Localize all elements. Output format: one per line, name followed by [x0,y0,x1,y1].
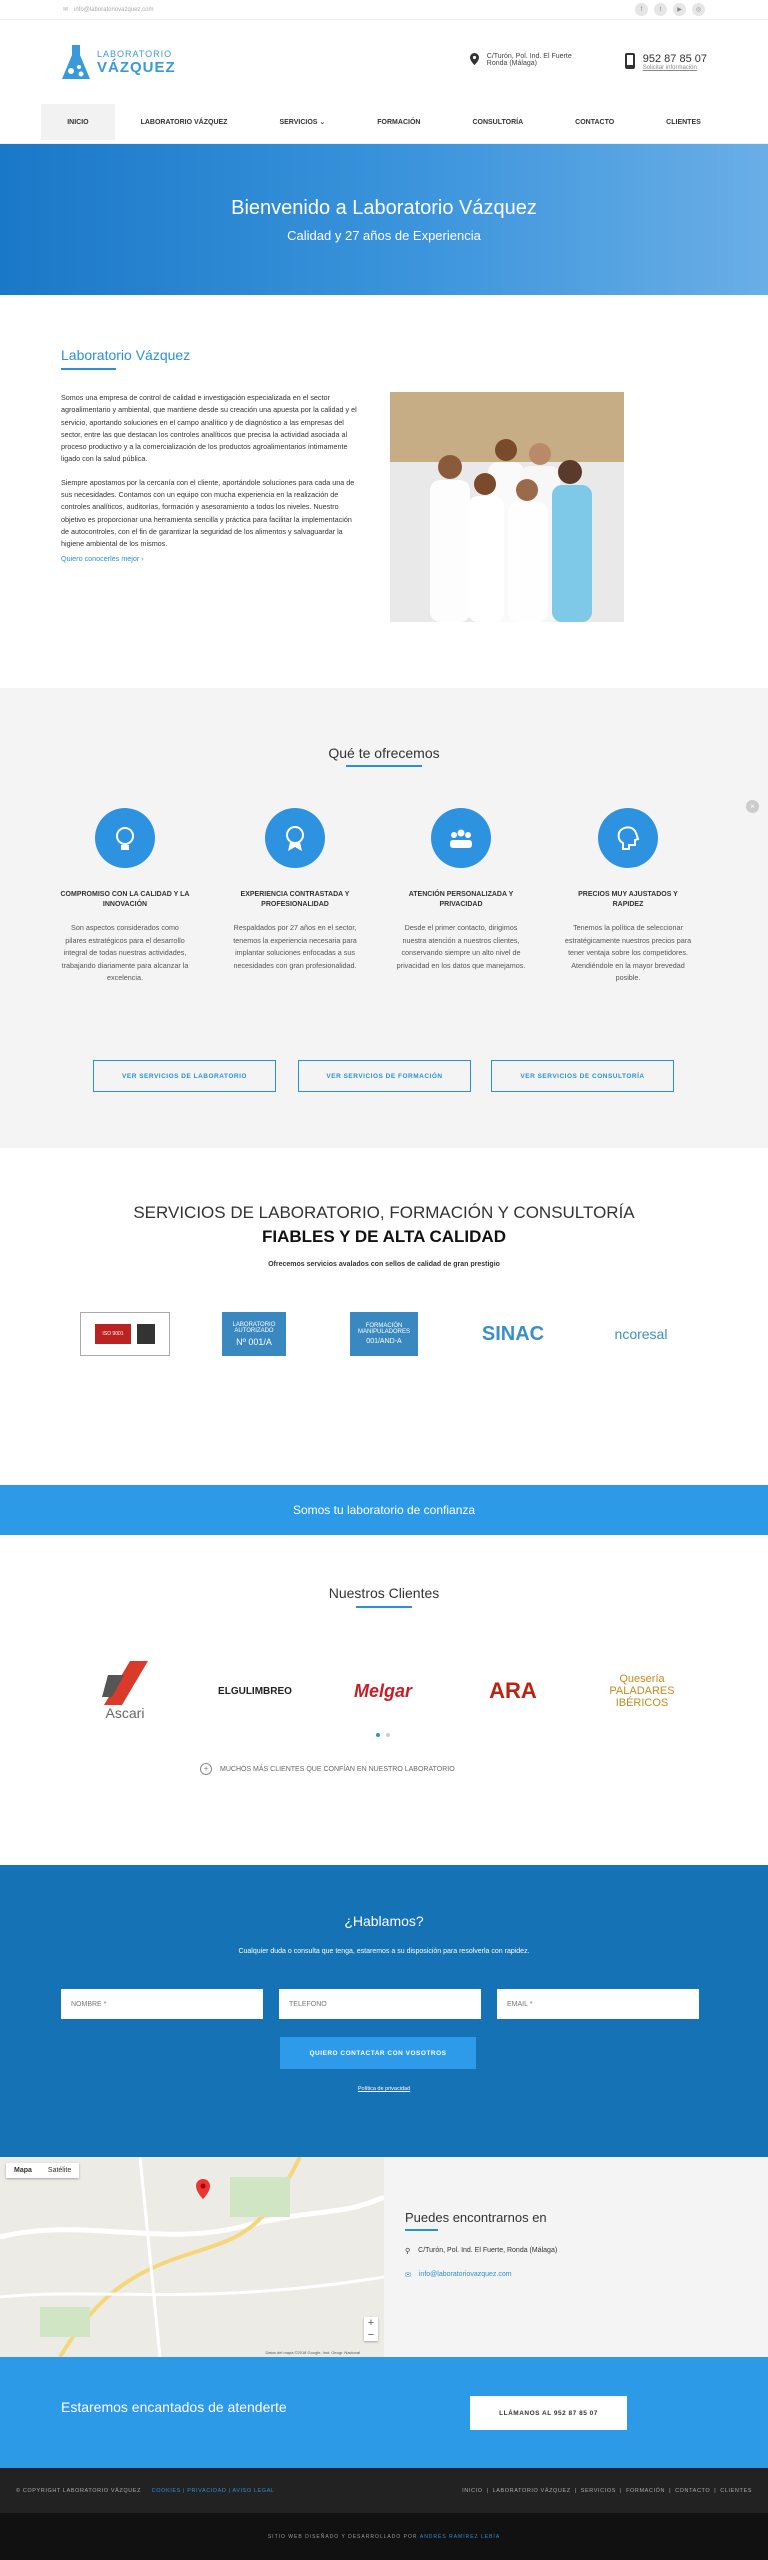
cert-training-title: FORMACIÓN MANIPULADORES [357,1323,410,1335]
consulting-services-button[interactable]: VER SERVICIOS DE CONSULTORÍA [491,1060,674,1092]
phone-input[interactable] [279,1989,481,2019]
contact-section [0,1865,768,2157]
instagram-icon[interactable]: ◎ [692,3,705,16]
training-services-button[interactable]: VER SERVICIOS DE FORMACIÓN [298,1060,471,1092]
lab-services-button[interactable]: VER SERVICIOS DE LABORATORIO [93,1060,276,1092]
client-logo-elgulimbreo[interactable]: ELGULIMBREO [218,1685,292,1697]
feature-prices [563,808,693,985]
youtube-icon[interactable]: ▶ [673,3,686,16]
carousel-dot[interactable] [376,1733,380,1737]
flask-logo-icon [61,43,91,81]
hero-subtitle: Calidad y 27 años de Experiencia [287,227,481,243]
services-text: Ofrecemos servicios avalados con sellos de calidad de gran prestigio [268,1261,500,1268]
feature-text: Son aspectos considerados como pilares estratégicos para el desarrollo integral de todas nuestras actividades, trabajando diariamente para alcanzar la excelencia. [61,923,189,982]
contact-text: Cualquier duda o consulta que tenga, estaremos a su disposición para resolverla con rapidez. [238,1948,530,1955]
google-map[interactable] [0,2157,384,2357]
footer-link-laboratorio[interactable]: LABORATORIO VÁZQUEZ [492,2487,571,2494]
credits-text: SITIO WEB DISEÑADO Y DESARROLLADO POR [267,2533,418,2540]
client-logo-ara[interactable]: ARA [489,1678,537,1703]
feature-text: Tenemos la política de seleccionar estratégicamente nuestros precios para tener ventaja sobre los competidores. Atendiéndole en la mayor brevedad posible. [564,923,692,982]
cta-text: Estaremos encantados de atenderte [61,2399,287,2415]
nav-servicios-label: SERVICIOS [279,118,318,126]
topbar [0,0,768,20]
phone-icon [625,53,635,69]
contact-submit-button[interactable]: QUIERO CONTACTAR CON VOSOTROS [280,2037,476,2069]
title-underline [61,368,116,370]
nav-formacion[interactable]: FORMACIÓN [377,118,421,126]
lightbulb-icon [95,808,155,868]
about-more-link[interactable]: Quiero conocerles mejor › [61,553,144,563]
title-underline [356,1606,412,1608]
credits-bar [0,2513,768,2560]
copyright: © COPYRIGHT LABORATORIO VÁZQUEZ [16,2487,142,2494]
cert-lab-number: Nº 001/A [236,1336,272,1347]
cert-iso-label: ISO 9001 [95,1324,131,1344]
cta-banner [0,2357,768,2468]
title-underline [405,2229,438,2231]
about-title: Laboratorio Vázquez [61,347,191,363]
find-us-email-text: info@laboratoriovazquez.com [418,2271,512,2278]
ascari-name: Ascari [105,1705,145,1721]
sinac-logo: SINAC [481,1322,545,1345]
topbar-email-text: info@laboratoriovazquez.com [74,6,154,13]
cert-training-number: 001/AND-A [366,1338,402,1345]
close-icon[interactable]: × [746,800,759,813]
address-line2: Ronda (Málaga) [486,60,537,67]
map-tab-map[interactable]: Mapa [14,2167,32,2174]
location-pin-icon [470,53,479,65]
contact-title: ¿Hablamos? [344,1913,424,1929]
legal-links[interactable]: COOKIES | PRIVACIDAD | AVISO LEGAL [151,2487,275,2494]
footer [0,2468,768,2513]
find-us-address-text: C/Turón, Pol. Ind. El Fuerte, Ronda (Málaga) [418,2247,558,2254]
ncoresal-logo: ncoresal [614,1326,668,1342]
feature-attention [396,808,526,972]
feature-title: ATENCIÓN PERSONALIZADA Y PRIVACIDAD [408,891,514,908]
topbar-email[interactable] [63,6,154,13]
email-input[interactable] [497,1989,699,2019]
nav-consultoria[interactable]: CONSULTORÍA [472,118,524,126]
cert-iso [80,1312,170,1356]
nav-inicio[interactable]: INICIO [41,104,114,140]
bureau-veritas-icon [137,1324,155,1344]
team-icon [431,808,491,868]
feature-quality [60,808,190,985]
footer-left [16,2488,275,2494]
team-photo [390,392,624,622]
ascari-logo-icon [102,1661,148,1705]
find-us-title: Puedes encontrarnos en [405,2210,547,2225]
services-subtitle: FIABLES Y DE ALTA CALIDAD [262,1227,506,1246]
footer-separator: | [574,2487,577,2494]
feature-text: Desde el primer contacto, dirigimos nuestra atención a nuestros clientes, conservando siempre un alto nivel de privacidad en los datos que manejamos. [396,923,526,970]
client-logo-melgar[interactable]: Melgar [353,1680,413,1701]
header-address [470,53,580,67]
more-clients-text: MUCHOS MÁS CLIENTES QUE CONFÍAN EN NUESTRO LABORATORIO [220,1765,455,1773]
head-icon [598,808,658,868]
footer-separator: | [486,2487,489,2494]
about-section [0,295,768,688]
find-us-address [405,2247,625,2255]
zoom-in-icon[interactable]: + [367,2317,375,2329]
feature-title: EXPERIENCIA CONTRASTADA Y PROFESIONALIDAD [240,891,350,908]
carousel-dots [376,1733,390,1737]
header [0,20,768,104]
map-attribution: Datos del mapa ©2018 Google, Inst. Geogr. Nacional [265,2350,360,2355]
about-paragraph-1: Somos una empresa de control de calidad e investigación especializada en el sector agroalimentario y ambiental, que mantiene desde su creación una apuesta por la calidad y el servicio, aportando soluciones en el campo analítico y de diagnóstico a las empresas del sector, entre las que destacan los controles analíticos que precisa la actividad asociada al proceso productivo y a la comercialización de los productos agroalimentarios íntimamente ligado con la salud pública. [61,393,357,464]
services-section [0,1148,768,1485]
nav-clientes[interactable]: CLIENTES [666,118,701,126]
footer-separator: | [669,2487,672,2494]
clients-section [0,1535,768,1865]
footer-separator: | [714,2487,717,2494]
request-info-link[interactable]: Solicitar información [642,65,697,71]
main-nav [0,104,768,144]
address-line1: C/Turón, Pol. Ind. El Fuerte [486,53,572,60]
location-pin-icon: ⚲ [405,2248,411,2255]
social-links [635,3,705,16]
feature-title: COMPROMISO CON LA CALIDAD Y LA INNOVACIÓN [60,891,190,908]
carousel-dot[interactable] [386,1733,390,1737]
trust-banner: Somos tu laboratorio de confianza [0,1485,768,1535]
find-us-email[interactable] [405,2271,625,2279]
phone-number[interactable]: 952 87 85 07 [642,53,707,65]
call-button[interactable]: LLÁMANOS AL 952 87 85 07 [470,2396,627,2430]
title-underline [346,765,422,767]
zoom-out-icon[interactable]: − [367,2329,375,2341]
name-input[interactable] [61,1989,263,2019]
footer-separator: | [620,2487,623,2494]
feature-text: Respaldados por 27 años en el sector, tenemos la experiencia necesaria para implantar soluciones enfocadas a sus necesidades con gran profesionalidad. [233,923,357,970]
chevron-down-icon: ⌄ [319,119,326,126]
map-roads [0,2157,384,2357]
logo-line2: VÁZQUEZ [97,58,176,76]
map-tab-satellite[interactable]: Satélite [47,2167,72,2174]
client-logo-paladares[interactable]: Quesería PALADARES IBÉRICOS [609,1673,675,1709]
facebook-icon[interactable]: f [635,3,648,16]
footer-link-inicio[interactable]: INICIO [462,2487,483,2494]
team-photo-illustration [390,392,624,622]
feature-title: PRECIOS MUY AJUSTADOS Y RAPIDEZ [578,891,678,908]
more-clients [200,1763,455,1775]
services-title: SERVICIOS DE LABORATORIO, FORMACIÓN Y CONSULTORÍA [133,1203,635,1222]
clients-title: Nuestros Clientes [328,1585,440,1601]
footer-link-clientes[interactable]: CLIENTES [720,2487,752,2494]
mail-icon: ✉ [405,2272,411,2279]
client-logo-ascari[interactable] [90,1655,160,1727]
plus-circle-icon: + [200,1763,212,1775]
footer-link-servicios[interactable]: SERVICIOS [580,2487,617,2494]
nav-laboratorio[interactable]: LABORATORIO VÁZQUEZ [140,118,228,126]
footer-link-formacion[interactable]: FORMACIÓN [626,2487,666,2494]
privacy-link[interactable]: Política de privacidad [357,2086,411,2092]
cert-training [350,1312,418,1356]
award-icon [265,808,325,868]
footer-link-contacto[interactable]: CONTACTO [675,2487,711,2494]
offer-section [0,688,768,1148]
about-paragraph-2: Siempre apostamos por la cercanía con el cliente, aportándole soluciones para cada una de sus necesidades. Contamos con un equipo con mucha experiencia en la realización de controles analíticos, auditorías, formación y asesoramiento a todos los niveles. Nuestro objetivo es proporcionar una herramienta sencilla y práctica para facilitar la implementación de autocontroles, con el fin de garantizar la seguridad de los alimentos y salvaguardar la higiene ambiental de los mismos. [61,477,355,549]
cert-lab-title: LABORATORIO AUTORIZADO [232,1321,276,1334]
header-phone [625,53,707,71]
nav-contacto[interactable]: CONTACTO [575,118,615,126]
twitter-icon[interactable]: t [654,3,667,16]
location-section [0,2157,768,2357]
hero-title: Bienvenido a Laboratorio Vázquez [231,196,537,219]
mail-icon: ✉ [63,7,69,13]
offer-title: Qué te ofrecemos [328,745,440,761]
footer-nav [462,2488,752,2494]
hero-banner [0,144,768,295]
credits-author[interactable]: ANDRÉS RAMÍREZ LEBÍA [419,2533,501,2540]
map-type-tabs [6,2163,79,2178]
map-zoom-controls [364,2317,378,2341]
feature-experience [230,808,360,972]
cert-lab-authorized [222,1312,286,1356]
map-pin-icon [196,2179,210,2199]
logo[interactable] [61,43,176,81]
logo-line1: LABORATORIO [97,48,173,59]
nav-servicios[interactable] [253,104,351,140]
